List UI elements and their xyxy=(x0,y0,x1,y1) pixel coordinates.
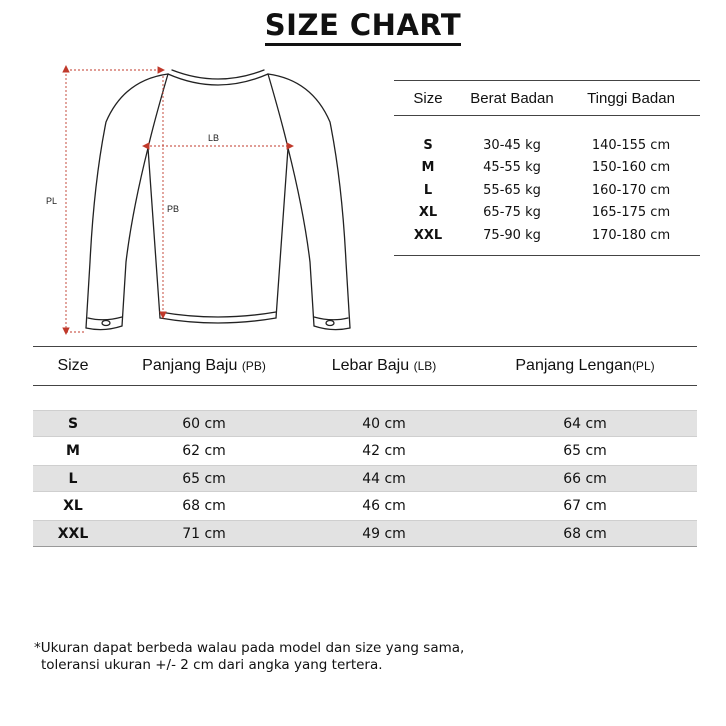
height-cell: 170-180 cm xyxy=(591,227,671,243)
height-cell: 160-170 cm xyxy=(591,182,671,198)
weight-cell: 75-90 kg xyxy=(483,227,541,243)
measure-header-pb: Panjang Baju (PB) xyxy=(142,357,266,374)
measure-table-header xyxy=(33,346,697,386)
pl-cell: 66 cm xyxy=(563,470,607,487)
pb-cell: 62 cm xyxy=(182,443,226,459)
size-cell: M xyxy=(66,443,80,459)
size-cell: S xyxy=(423,137,433,153)
lb-cell: 40 cm xyxy=(362,415,406,432)
size-cell: XL xyxy=(63,498,83,514)
lb-cell: 46 cm xyxy=(362,498,406,514)
tolerance-footnote xyxy=(34,640,694,674)
measure-header-lb: Lebar Baju (LB) xyxy=(331,357,437,374)
height-cell: 165-175 cm xyxy=(591,205,671,221)
pb-cell: 65 cm xyxy=(182,470,226,487)
pb-cell: 68 cm xyxy=(182,498,226,514)
pl-cell: 67 cm xyxy=(563,498,607,514)
pb-cell: 60 cm xyxy=(182,415,226,432)
lb-cell: 49 cm xyxy=(362,525,406,542)
size-cell: L xyxy=(423,182,433,198)
lb-cell: 44 cm xyxy=(362,470,406,487)
pb-label: PB xyxy=(167,204,180,214)
size-cell: XXL xyxy=(413,227,443,243)
weight-cell: 55-65 kg xyxy=(483,182,541,198)
lb-cell: 42 cm xyxy=(362,443,406,459)
weight-cell: 30-45 kg xyxy=(483,137,541,153)
size-cell: M xyxy=(421,160,435,176)
size-cell: XL xyxy=(418,205,438,221)
weight-table-header xyxy=(394,80,700,116)
measure-header-size: Size xyxy=(57,357,89,374)
weight-header-tinggi: Tinggi Badan xyxy=(587,89,675,107)
table-row xyxy=(394,157,700,180)
size-cell: S xyxy=(67,415,79,432)
table-row xyxy=(394,202,700,225)
table-row xyxy=(33,465,697,492)
weight-header-berat: Berat Badan xyxy=(470,89,554,107)
size-cell: L xyxy=(68,470,78,487)
footnote-line-1: *Ukuran dapat berbeda walau pada model dan size yang sama, xyxy=(34,640,465,656)
table-row xyxy=(394,179,700,202)
lb-label: LB xyxy=(208,133,220,143)
height-cell: 140-155 cm xyxy=(591,137,671,153)
weight-cell: 65-75 kg xyxy=(483,205,541,221)
pl-cell: 64 cm xyxy=(563,415,607,432)
height-cell: 150-160 cm xyxy=(591,160,671,176)
table-row xyxy=(33,494,697,519)
footnote-line-2: toleransi ukuran +/- 2 cm dari angka yang tertera. xyxy=(41,657,383,673)
weight-header-size: Size xyxy=(413,89,443,107)
size-chart-title: SIZE CHART xyxy=(0,8,726,42)
table-row xyxy=(394,224,700,247)
table-row xyxy=(394,134,700,157)
table-row xyxy=(33,520,697,547)
pl-cell: 65 cm xyxy=(563,443,607,459)
size-cell: XXL xyxy=(57,525,89,542)
body-weight-height-table xyxy=(394,80,700,256)
measure-header-pl: Panjang Lengan(PL) xyxy=(515,357,655,374)
table-row xyxy=(33,439,697,464)
pb-cell: 71 cm xyxy=(182,525,226,542)
pl-label: PL xyxy=(46,196,58,206)
long-sleeve-shirt-illustration xyxy=(36,62,376,338)
pl-cell: 68 cm xyxy=(563,525,607,542)
garment-measurement-table xyxy=(33,346,697,549)
table-row xyxy=(33,410,697,437)
shirt-diagram xyxy=(36,62,376,338)
weight-cell: 45-55 kg xyxy=(483,160,541,176)
